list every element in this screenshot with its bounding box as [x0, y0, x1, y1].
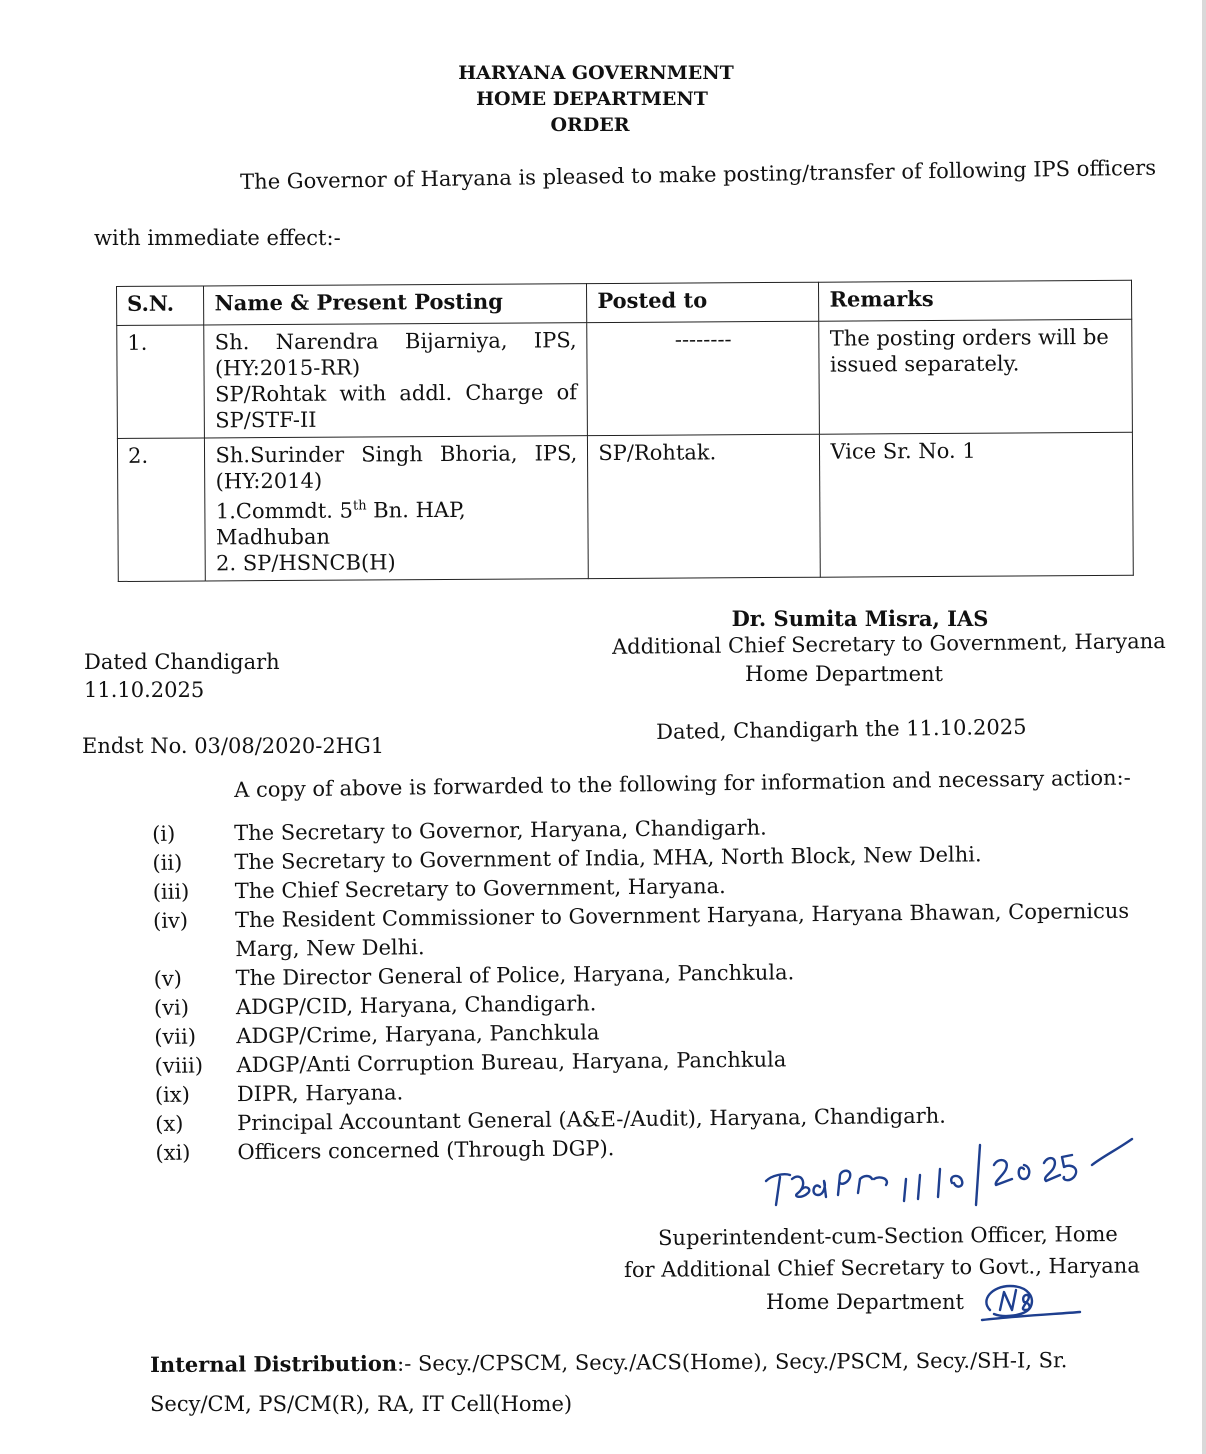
- list-item-text: Principal Accountant General (A&E-/Audit), Haryana, Chandigarh.: [237, 1103, 947, 1136]
- copy-intro: A copy of above is forwarded to the following for information and necessary action:-: [234, 765, 1131, 802]
- header-sn: S.N.: [117, 286, 205, 326]
- list-item-number: (iv): [152, 908, 189, 933]
- header-remarks: Remarks: [819, 280, 1132, 321]
- postings-table: [116, 280, 1134, 582]
- row-2-name-line-3: [216, 492, 578, 550]
- row-2-name-line-2: (HY:2014): [215, 468, 323, 494]
- list-item-text: The Chief Secretary to Government, Haryana.: [234, 873, 726, 904]
- intro-line-2: with immediate effect:-: [94, 226, 341, 250]
- row-2-posted-to: SP/Rohtak.: [588, 434, 821, 578]
- table-row: [117, 432, 1133, 581]
- list-item-text: The Director General of Police, Haryana, Panchkula.: [235, 960, 795, 991]
- row-1-sn: 1.: [117, 325, 205, 439]
- row-1-remarks: The posting orders will be issued separately.: [819, 319, 1132, 434]
- list-item-number: (vii): [154, 1024, 197, 1049]
- list-item-text: Officers concerned (Through DGP).: [237, 1136, 615, 1165]
- list-item-text: ADGP/Anti Corruption Bureau, Haryana, Panchkula: [236, 1047, 787, 1078]
- signatory-title: Additional Chief Secretary to Government, Haryana: [611, 629, 1166, 659]
- handwritten-signature: [762, 1135, 1142, 1225]
- list-item-number: (viii): [154, 1053, 204, 1078]
- list-item-text: ADGP/Crime, Haryana, Panchkula: [236, 1020, 600, 1049]
- row-2-name: [205, 436, 589, 581]
- endorsement-number: Endst No. 03/08/2020-2HG1: [82, 734, 385, 758]
- list-item-number: (vi): [153, 995, 190, 1020]
- list-item-number: (iii): [152, 879, 190, 904]
- endorsement-dated: Dated, Chandigarh the 11.10.2025: [656, 714, 1027, 744]
- row-2-name-line-1: Sh.Surinder Singh Bhoria, IPS,: [215, 441, 578, 468]
- dated-place: Dated Chandigarh: [84, 650, 280, 674]
- table-header-row: [117, 280, 1132, 325]
- internal-distribution-line-2: Secy/CM, PS/CM(R), RA, IT Cell(Home): [150, 1392, 573, 1416]
- row-1-name-line-2: (HY:2015-RR): [214, 355, 361, 381]
- signatory-name: Dr. Sumita Misra, IAS: [731, 606, 989, 631]
- officer-line-1: Superintendent-cum-Section Officer, Home: [658, 1221, 1118, 1250]
- list-item-text: The Resident Commissioner to Government Haryana, Haryana Bhawan, Copernicus: [234, 898, 1130, 933]
- handwritten-initials: [976, 1280, 1086, 1326]
- internal-distribution-label: Internal Distribution: [150, 1350, 398, 1377]
- row-1-name: [204, 323, 588, 438]
- officer-line-2: for Additional Chief Secretary to Govt., Haryana: [624, 1253, 1140, 1282]
- list-item-number: (i): [152, 821, 176, 846]
- header-name: Name & Present Posting: [204, 284, 587, 325]
- list-item-number: (v): [153, 966, 183, 991]
- row-1-name-line-3: SP/Rohtak with addl. Charge of: [215, 380, 578, 407]
- list-item-text: Marg, New Delhi.: [235, 935, 425, 962]
- list-item-number: (x): [155, 1111, 184, 1136]
- row-2-remarks: Vice Sr. No. 1: [820, 432, 1133, 577]
- officer-line-3: Home Department: [766, 1290, 964, 1314]
- row-2-sn: 2.: [117, 438, 205, 582]
- row-2-name-line-3a: 1.Commdt. 5: [215, 498, 354, 524]
- internal-distribution-recipients: :- Secy./CPSCM, Secy./ACS(Home), Secy./PSCM, Secy./SH-I, Sr.: [397, 1348, 1068, 1376]
- list-item-number: (ix): [154, 1082, 190, 1107]
- row-1-posted-to: --------: [587, 321, 820, 435]
- list-item-number: (xi): [155, 1140, 191, 1165]
- row-2-name-line-4: 2. SP/HSNCB(H): [216, 550, 396, 576]
- list-item-number: [153, 935, 235, 965]
- internal-distribution-line-1: [150, 1347, 1067, 1377]
- header-posted-to: Posted to: [587, 282, 819, 322]
- list-item-text: The Secretary to Government of India, MHA, North Block, New Delhi.: [234, 842, 982, 875]
- heading-order: ORDER: [550, 114, 630, 136]
- list-item-text: The Secretary to Governor, Haryana, Chandigarh.: [234, 815, 767, 846]
- list-item-text: DIPR, Haryana.: [236, 1080, 404, 1107]
- copy-list: [152, 810, 1138, 1168]
- dated-date: 11.10.2025: [84, 678, 205, 702]
- heading-department: HOME DEPARTMENT: [476, 88, 708, 110]
- list-item-text: ADGP/CID, Haryana, Chandigarh.: [235, 991, 597, 1020]
- row-1-name-line-1: Sh. Narendra Bijarniya, IPS,: [214, 328, 577, 355]
- intro-line-1: The Governor of Haryana is pleased to make posting/transfer of following IPS officers: [240, 155, 1157, 194]
- signatory-department: Home Department: [745, 662, 943, 686]
- table-row: [117, 319, 1133, 438]
- list-item-number: (ii): [152, 850, 183, 875]
- page-edge: [1202, 0, 1206, 1454]
- row-2-name-line-3b: Bn. HAP, Madhuban: [215, 497, 466, 550]
- row-2-name-superscript: th: [352, 498, 367, 514]
- heading-government: HARYANA GOVERNMENT: [458, 62, 734, 84]
- row-1-name-line-4: SP/STF-II: [215, 407, 317, 433]
